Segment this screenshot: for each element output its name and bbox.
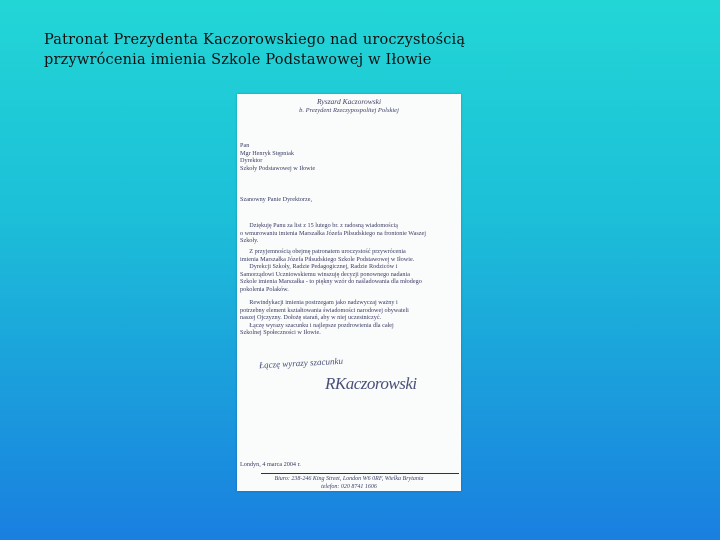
letterhead-name: Ryszard Kaczorowski: [316, 97, 382, 106]
letter-scan: [237, 94, 461, 491]
salutation: Szanowny Panie Dyrektorze,: [240, 196, 312, 203]
letter-paragraph-2: Z przyjemnością obejmę patronatem uroczystość przywrócenia imienia Marszałka Józefa Piłsudskiego Szkole Podstawowej w Iłowie. Dyrekcji Szkoły, Radzie Pedagogicznej, Radzie Rodziców i Samorządowi Uczniowskiemu winszuję decyzji ponownego nadania Szkole imienia Marszałka - to piękny wzór do naśladowania dla młodego pokolenia Polaków.: [240, 248, 422, 293]
letter-paragraph-3: Rewindykacji imienia postrzegam jako nadzwyczaj ważny i potrzebny element kształtowania świadomości narodowej obywateli naszej Ojczyzny. Dołożę starań, aby w niej uczestniczyć. Łączę wyrazy szacunku i najlepsze pozdrowienia dla całej Szkolnej Społeczności w Iłowie.: [240, 299, 409, 337]
slide-title: [44, 30, 604, 70]
handwritten-signature: RKaczorowski: [325, 374, 417, 393]
handwritten-closing: Łączę wyrazy szacunku: [258, 355, 344, 371]
recipient-block: Pan Mgr Henryk Stępniak Dyrektor Szkoły Podstawowej w Iłowie: [240, 142, 316, 172]
place-date: Londyn, 4 marca 2004 r.: [240, 461, 301, 468]
footer-address: Biuro: 238-246 King Street, London W6 0RF, Wielka Brytania: [274, 476, 424, 482]
letter-paragraph-1: Dziękuję Panu za list z 15 lutego br. z radosną wiadomością o wmurowaniu imienia Marszałka Józefa Piłsudskiego na frontonie Waszej Szkoły.: [240, 222, 426, 245]
letterhead-title: b. Prezydent Rzeczypospolitej Polskiej: [299, 107, 399, 114]
slide-title-line-2: przywrócenia imienia Szkole Podstawowej w Iłowie: [44, 52, 432, 68]
footer-divider: [261, 473, 459, 474]
footer-phone: telefon: 020 8741 1606: [321, 484, 377, 490]
slide-title-line-1: Patronat Prezydenta Kaczorowskiego nad uroczystością: [44, 32, 466, 48]
